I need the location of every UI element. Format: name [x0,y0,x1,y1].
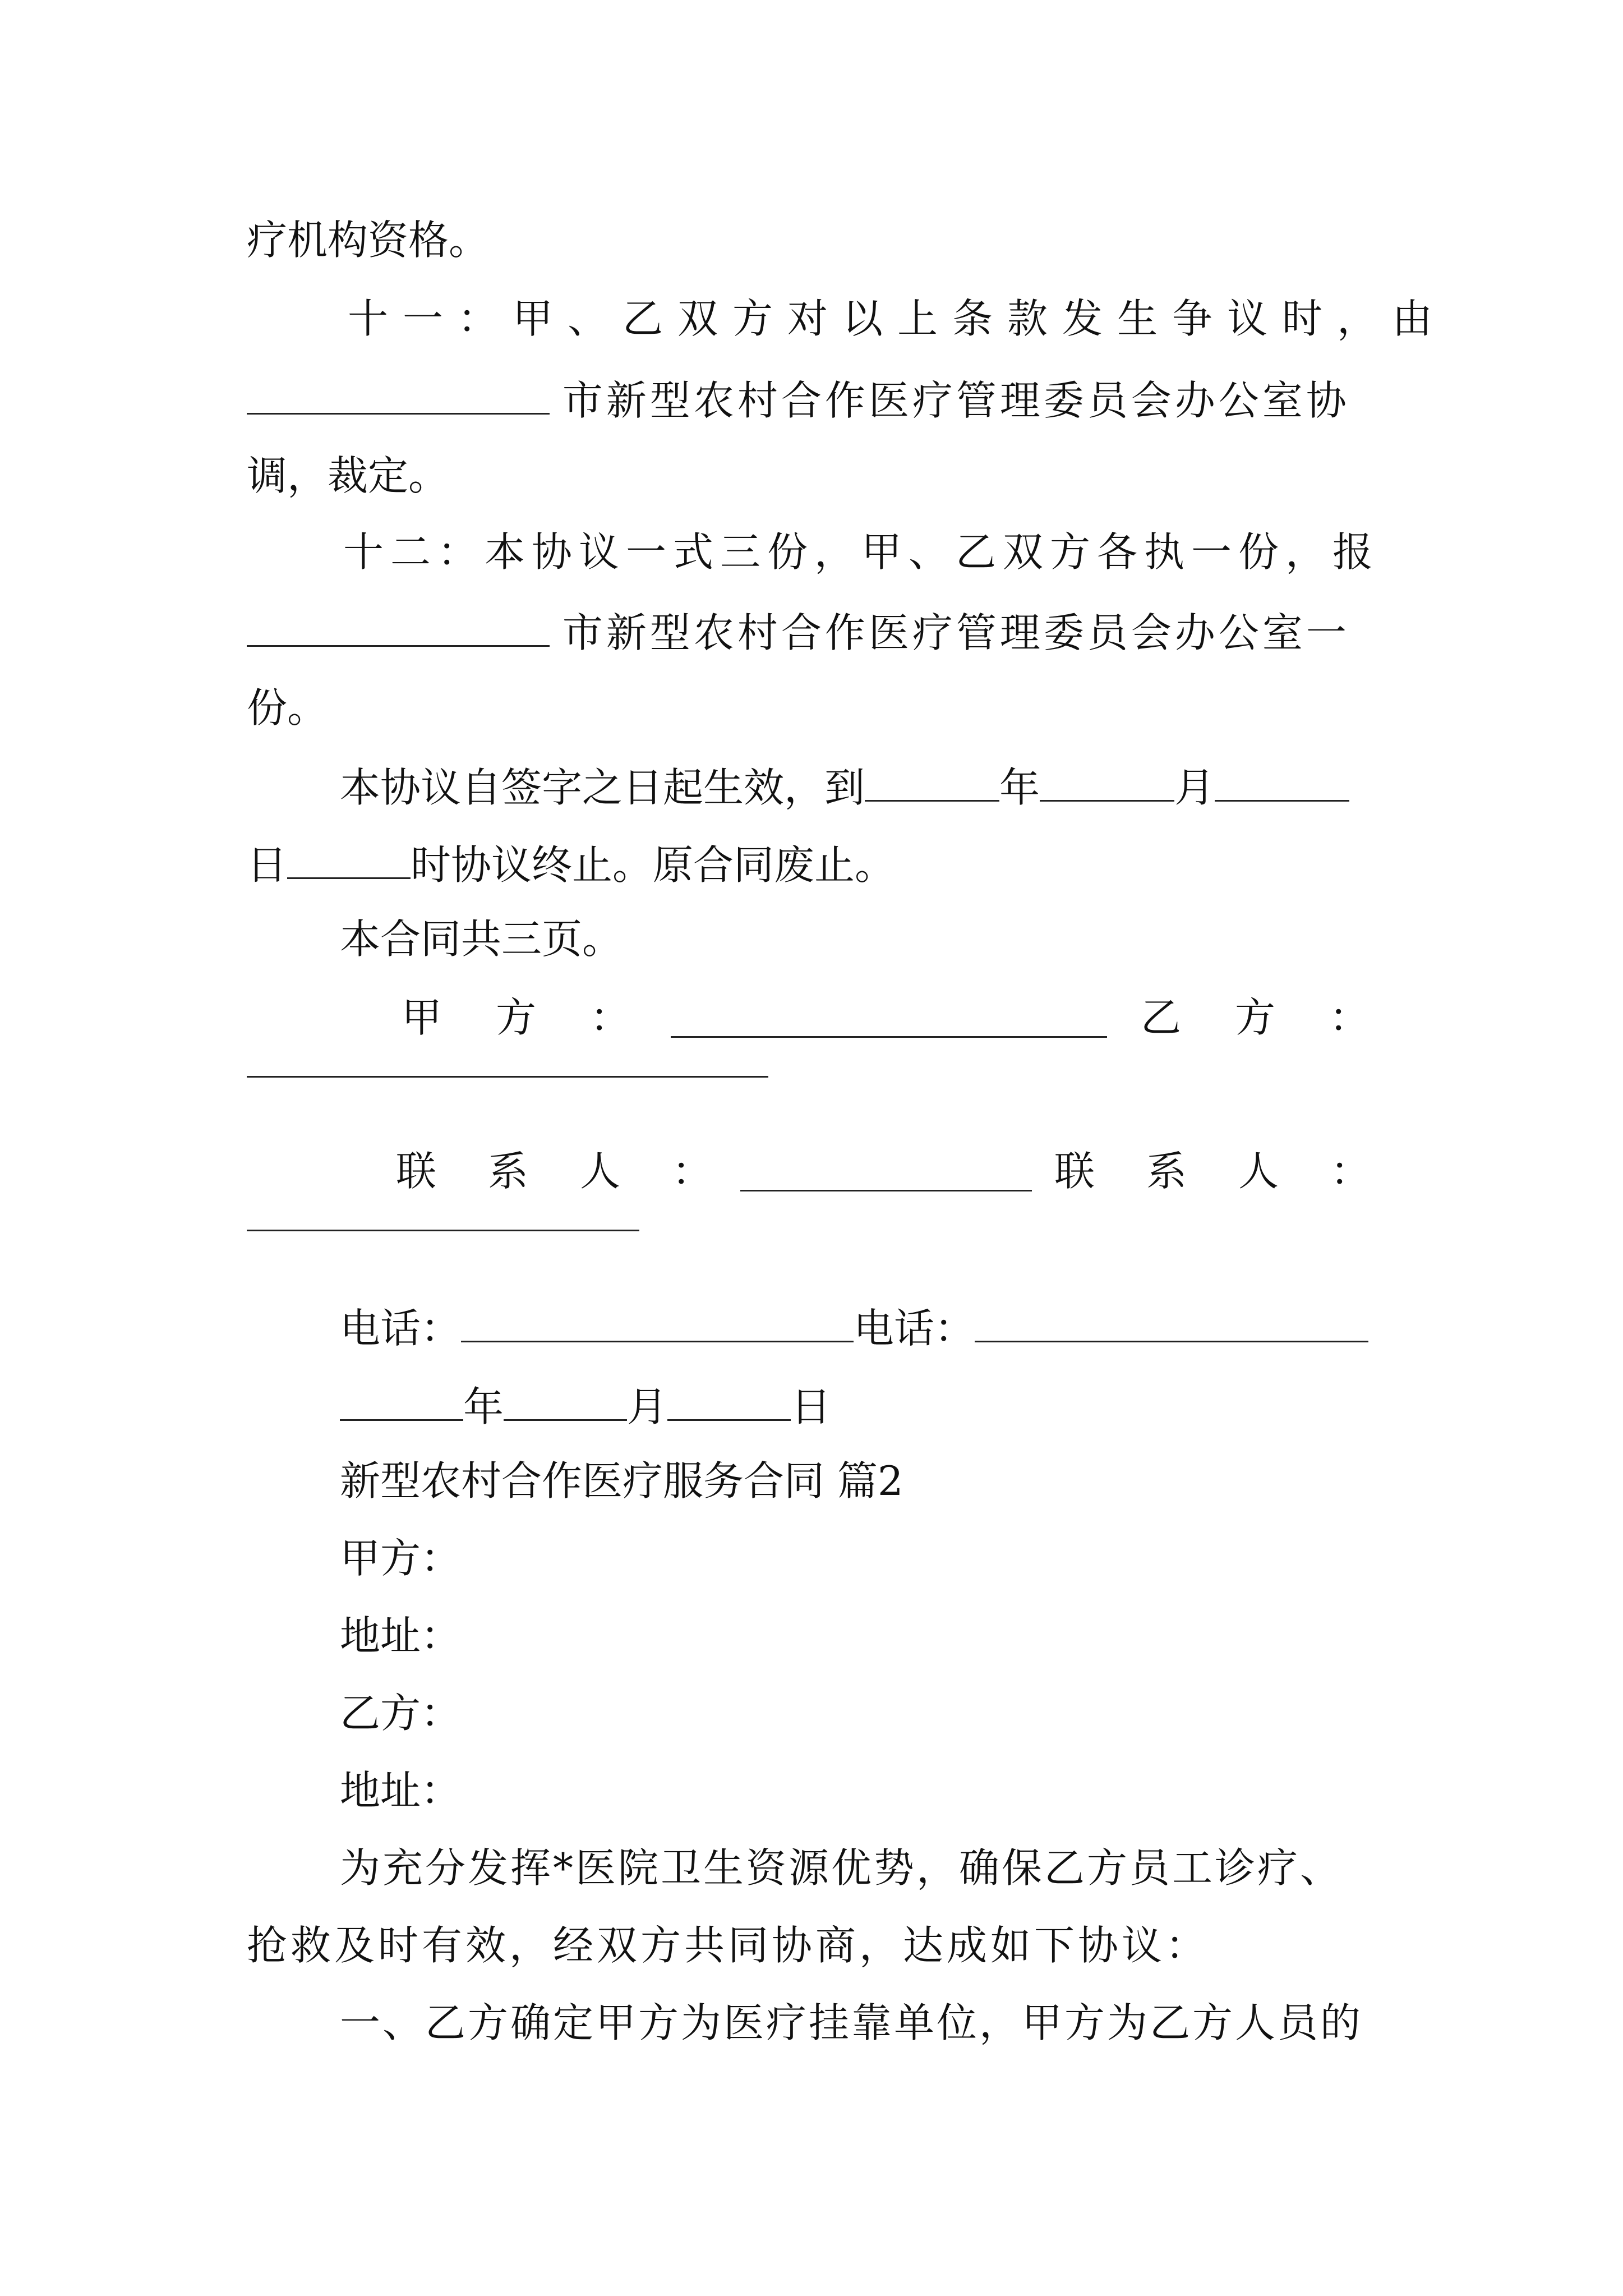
address-a-label: 地址： [340,1612,462,1659]
date-month-label: 月 [627,1383,668,1430]
text-line [343,528,1380,576]
date-year-blank [340,1383,463,1421]
page-count-text: 本合同共三页。 [340,915,623,963]
effective-text: 本协议自签字之日起生效，到 [340,764,865,811]
text-line [247,684,328,731]
blank-day [1215,764,1349,802]
paragraph-end: 疗机构资格。 [247,217,490,264]
text-line [340,1767,462,1814]
phone-b-blank [975,1305,1368,1342]
termination-text: 时协议终止。原合同废止。 [411,841,896,889]
text-line [247,841,896,889]
blank-hour [287,841,411,879]
phone-a-label: 电话： [340,1305,462,1352]
text-line [340,1612,462,1659]
clause-one: 一、乙方确定甲方为医疗挂靠单位，甲方为乙方人员的 [340,1999,1363,2046]
clause-twelve-end: 份。 [247,684,328,731]
blank-month [1040,764,1174,802]
text-line [340,1999,1363,2046]
phone-row [340,1305,1368,1352]
section-title [340,1457,903,1504]
contact-b-blank [247,1230,639,1231]
text-line [247,217,490,264]
text-line [340,1690,462,1737]
year-label: 年 [999,764,1040,811]
contact-row [396,1148,1376,1195]
paragraph-intro: 为充分发挥*医院卫生资源优势，确保乙方员工诊疗、 [340,1844,1343,1892]
blank-year [865,764,999,802]
contact-a-blank [740,1154,1032,1191]
paragraph-intro-cont: 抢救及时有效，经双方共同协商，达成如下协议： [247,1922,1210,1969]
clause-twelve-cont: 市新型农村合作医疗管理委员会办公室一 [562,609,1350,656]
date-day-blank [667,1383,791,1421]
party-a-field-label: 甲方： [340,1535,462,1582]
party-a-label: 甲 方 ： [402,994,638,1041]
blank-city [247,609,550,647]
party-b-label: 乙 方 ： [1140,994,1376,1041]
date-row [340,1383,832,1430]
month-label: 月 [1174,764,1215,811]
party-b-field-label: 乙方： [340,1690,462,1737]
text-line [340,915,623,963]
phone-b-label: 电话： [854,1305,975,1352]
phone-a-blank [461,1305,854,1342]
clause-eleven: 十一：甲、乙双方对以上条款发生争议时，由 [348,295,1447,342]
clause-eleven-cont: 市新型农村合作医疗管理委员会办公室协 [562,377,1350,424]
text-line [340,1844,1343,1892]
text-line [340,1535,462,1582]
clause-twelve: 十二：本协议一式三份，甲、乙双方各执一份，报 [343,528,1380,576]
text-line [247,609,1350,656]
text-line [348,295,1447,342]
address-b-label: 地址： [340,1767,462,1814]
day-label: 日 [247,841,288,889]
text-line [247,452,449,499]
party-row [402,994,1376,1041]
text-line [247,377,1350,424]
date-month-blank [504,1383,627,1421]
date-year-label: 年 [463,1383,504,1430]
contact-a-label: 联 系 人 ： [396,1148,718,1195]
text-line [247,1922,1210,1969]
blank-city [247,377,550,415]
party-a-blank [671,1000,1107,1038]
text-line [340,764,1349,811]
party-b-blank [247,1076,768,1078]
contact-b-label: 联 系 人 ： [1054,1148,1376,1195]
section-title-text: 新型农村合作医疗服务合同 篇2 [340,1457,903,1504]
date-day-label: 日 [791,1383,832,1430]
clause-eleven-end: 调，裁定。 [247,452,449,499]
